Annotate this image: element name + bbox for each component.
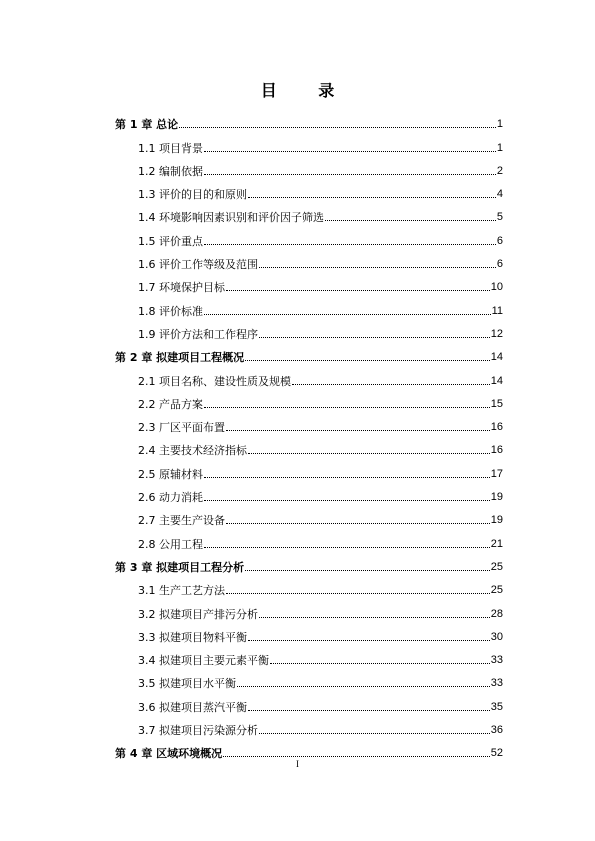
toc-entry-label: 2.2 产品方案 [138, 397, 203, 411]
toc-entry-label: 3.7 拟建项目污染源分析 [138, 724, 258, 738]
toc-section-entry[interactable] [115, 364, 503, 387]
dot-leader [248, 640, 490, 641]
dot-leader [204, 244, 496, 245]
dot-leader [226, 430, 490, 431]
toc-entry-page-number: 14 [490, 351, 503, 364]
toc-section-entry[interactable] [115, 248, 503, 271]
dot-leader [245, 360, 490, 361]
dot-leader [237, 686, 490, 687]
toc-entry-page-number: 1 [496, 141, 503, 154]
toc-entry-page-number: 25 [490, 584, 503, 597]
dot-leader [259, 617, 490, 618]
toc-entry-label: 3.6 拟建项目蒸汽平衡 [138, 700, 247, 714]
dot-leader [259, 267, 496, 268]
toc-section-entry[interactable] [115, 457, 503, 480]
toc-entry-label: 2.5 原辅材料 [138, 467, 203, 481]
toc-section-entry[interactable] [115, 574, 503, 597]
dot-leader [204, 314, 491, 315]
dot-leader [270, 663, 490, 664]
dot-leader [204, 407, 490, 408]
toc-section-entry[interactable] [115, 131, 503, 154]
dot-leader [226, 290, 490, 291]
toc-entry-label: 2.3 厂区平面布置 [138, 421, 225, 435]
toc-entry-label: 3.4 拟建项目主要元素平衡 [138, 654, 269, 668]
toc-entry-label: 2.4 主要技术经济指标 [138, 444, 247, 458]
toc-entry-label: 第 2 章 拟建项目工程概况 [115, 351, 245, 365]
toc-entry-page-number: 6 [496, 258, 503, 271]
toc-chapter-entry[interactable] [115, 551, 503, 574]
toc-entry-page-number: 4 [496, 188, 503, 201]
toc-entry-page-number: 5 [496, 211, 503, 224]
toc-section-entry[interactable] [115, 411, 503, 434]
toc-entry-page-number: 17 [490, 467, 503, 480]
toc-entry-page-number: 16 [490, 444, 503, 457]
toc-section-entry[interactable] [115, 504, 503, 527]
dot-leader [204, 500, 490, 501]
dot-leader [204, 477, 490, 478]
toc-entry-label: 2.8 公用工程 [138, 537, 203, 551]
toc-section-entry[interactable] [115, 388, 503, 411]
toc-entry-page-number: 28 [490, 607, 503, 620]
toc-section-entry[interactable] [115, 527, 503, 550]
dot-leader [325, 220, 496, 221]
toc-entry-label: 1.7 环境保护目标 [138, 281, 225, 295]
toc-entry-page-number: 15 [490, 397, 503, 410]
toc-entry-label: 1.1 项目背景 [138, 141, 203, 155]
toc-entry-page-number: 30 [490, 630, 503, 643]
toc-entry-page-number: 12 [490, 327, 503, 340]
toc-section-entry[interactable] [115, 201, 503, 224]
toc-entry-label: 1.5 评价重点 [138, 234, 203, 248]
dot-leader [204, 151, 496, 152]
toc-entry-page-number: 33 [490, 654, 503, 667]
dot-leader [204, 547, 490, 548]
dot-leader [226, 593, 490, 594]
toc-section-entry[interactable] [115, 690, 503, 713]
toc-entry-page-number: 19 [490, 491, 503, 504]
toc-entry-page-number: 19 [490, 514, 503, 527]
toc-entry-label: 2.1 项目名称、建设性质及规模 [138, 374, 291, 388]
toc-entry-page-number: 14 [490, 374, 503, 387]
toc-entry-page-number: 2 [496, 164, 503, 177]
toc-section-entry[interactable] [115, 667, 503, 690]
toc-section-entry[interactable] [115, 434, 503, 457]
dot-leader [179, 127, 496, 128]
toc-section-entry[interactable] [115, 644, 503, 667]
toc-entry-label: 3.2 拟建项目产排污分析 [138, 607, 258, 621]
toc-entry-label: 第 4 章 区域环境概况 [115, 747, 223, 761]
toc-entry-page-number: 35 [490, 700, 503, 713]
toc-chapter-entry[interactable] [115, 108, 503, 131]
toc-entry-label: 1.4 环境影响因素识别和评价因子筛选 [138, 211, 324, 225]
toc-chapter-entry[interactable] [115, 341, 503, 364]
toc-entry-page-number: 52 [490, 747, 503, 760]
dot-leader [245, 570, 490, 571]
toc-entry-label: 3.5 拟建项目水平衡 [138, 677, 236, 691]
toc-entry-page-number: 1 [496, 118, 503, 131]
toc-entry-page-number: 21 [490, 537, 503, 550]
toc-entry-page-number: 25 [490, 560, 503, 573]
dot-leader [226, 523, 490, 524]
toc-title: 目 录 [260, 81, 353, 100]
toc-entry-label: 1.8 评价标准 [138, 304, 203, 318]
toc-section-entry[interactable] [115, 155, 503, 178]
dot-leader [248, 453, 490, 454]
toc-section-entry[interactable] [115, 271, 503, 294]
toc-section-entry[interactable] [115, 224, 503, 247]
dot-leader [292, 384, 490, 385]
toc-chapter-entry[interactable] [115, 737, 503, 760]
toc-section-entry[interactable] [115, 597, 503, 620]
dot-leader [259, 733, 490, 734]
toc-entry-label: 第 3 章 拟建项目工程分析 [115, 560, 245, 574]
toc-entry-label: 1.6 评价工作等级及范围 [138, 258, 258, 272]
toc-entry-page-number: 16 [490, 421, 503, 434]
dot-leader [223, 756, 490, 757]
toc-entry-page-number: 10 [490, 281, 503, 294]
dot-leader [259, 337, 490, 338]
dot-leader [248, 197, 496, 198]
toc-section-entry[interactable] [115, 714, 503, 737]
toc-entry-page-number: 33 [490, 677, 503, 690]
toc-entry-label: 第 1 章 总论 [115, 118, 179, 132]
toc-section-entry[interactable] [115, 294, 503, 317]
toc-entry-page-number: 11 [491, 304, 503, 317]
toc-section-entry[interactable] [115, 318, 503, 341]
dot-leader [204, 174, 496, 175]
toc-entry-label: 1.3 评价的目的和原则 [138, 188, 247, 202]
page-number: I [296, 759, 299, 769]
toc-section-entry[interactable] [115, 621, 503, 644]
table-of-contents [115, 108, 503, 760]
toc-entry-label: 1.2 编制依据 [138, 164, 203, 178]
dot-leader [248, 710, 490, 711]
toc-entry-page-number: 36 [490, 724, 503, 737]
toc-entry-label: 2.6 动力消耗 [138, 491, 203, 505]
toc-entry-label: 2.7 主要生产设备 [138, 514, 225, 528]
toc-entry-label: 1.9 评价方法和工作程序 [138, 327, 258, 341]
toc-entry-label: 3.3 拟建项目物料平衡 [138, 630, 247, 644]
toc-entry-page-number: 6 [496, 234, 503, 247]
toc-section-entry[interactable] [115, 481, 503, 504]
toc-section-entry[interactable] [115, 178, 503, 201]
toc-entry-label: 3.1 生产工艺方法 [138, 584, 225, 598]
